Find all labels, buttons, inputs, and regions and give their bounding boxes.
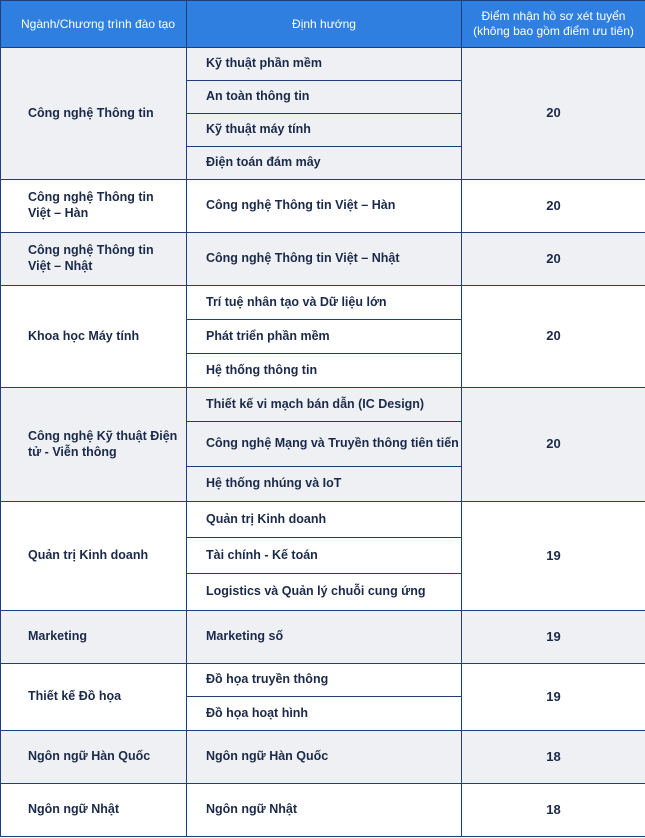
- table-row: [1, 48, 645, 81]
- major-cell: Công nghệ Thông tin: [1, 48, 187, 180]
- table-row: [1, 502, 645, 538]
- major-cell: Ngôn ngữ Hàn Quốc: [1, 731, 187, 784]
- score-cell: 20: [462, 180, 645, 233]
- orientation-cell: Công nghệ Mạng và Truyền thông tiên tiến: [187, 422, 462, 467]
- table-row: [1, 388, 645, 422]
- header-orientation: Định hướng: [187, 1, 462, 48]
- orientation-cell: Tài chính - Kế toán: [187, 538, 462, 574]
- major-cell: Thiết kế Đồ họa: [1, 664, 187, 731]
- table-row: [1, 611, 645, 664]
- table-row: [1, 233, 645, 286]
- major-cell: Công nghệ Thông tin Việt – Nhật: [1, 233, 187, 286]
- orientation-cell: Kỹ thuật phần mềm: [187, 48, 462, 81]
- score-cell: 20: [462, 388, 645, 502]
- orientation-cell: Ngôn ngữ Hàn Quốc: [187, 731, 462, 784]
- orientation-cell: Công nghệ Thông tin Việt – Nhật: [187, 233, 462, 286]
- score-cell: 19: [462, 664, 645, 731]
- orientation-cell: Trí tuệ nhân tạo và Dữ liệu lớn: [187, 286, 462, 320]
- major-cell: Công nghệ Kỹ thuật Điện tử - Viễn thông: [1, 388, 187, 502]
- table-row: [1, 731, 645, 784]
- header-major: Ngành/Chương trình đào tạo: [1, 1, 187, 48]
- major-cell: Marketing: [1, 611, 187, 664]
- orientation-cell: Quản trị Kinh doanh: [187, 502, 462, 538]
- table-row: [1, 784, 645, 837]
- table-row: [1, 664, 645, 697]
- score-cell: 19: [462, 611, 645, 664]
- score-cell: 18: [462, 784, 645, 837]
- orientation-cell: Điện toán đám mây: [187, 147, 462, 180]
- header-score-line2: (không bao gồm điểm ưu tiên): [473, 24, 634, 38]
- major-cell: Công nghệ Thông tin Việt – Hàn: [1, 180, 187, 233]
- orientation-cell: Hệ thống nhúng và IoT: [187, 467, 462, 502]
- orientation-cell: Phát triển phần mềm: [187, 320, 462, 354]
- header-score-line1: Điểm nhận hồ sơ xét tuyển: [481, 9, 626, 23]
- orientation-cell: Ngôn ngữ Nhật: [187, 784, 462, 837]
- score-cell: 20: [462, 286, 645, 388]
- score-cell: 20: [462, 233, 645, 286]
- table-body: [1, 48, 645, 837]
- orientation-cell: Đồ họa hoạt hình: [187, 697, 462, 731]
- score-cell: 19: [462, 502, 645, 611]
- major-cell: Ngôn ngữ Nhật: [1, 784, 187, 837]
- orientation-cell: Logistics và Quản lý chuỗi cung ứng: [187, 574, 462, 611]
- score-cell: 20: [462, 48, 645, 180]
- header-score: [462, 1, 645, 48]
- orientation-cell: An toàn thông tin: [187, 81, 462, 114]
- table-row: [1, 286, 645, 320]
- major-cell: Quản trị Kinh doanh: [1, 502, 187, 611]
- orientation-cell: Công nghệ Thông tin Việt – Hàn: [187, 180, 462, 233]
- orientation-cell: Thiết kế vi mạch bán dẫn (IC Design): [187, 388, 462, 422]
- score-cell: 18: [462, 731, 645, 784]
- table-row: [1, 180, 645, 233]
- orientation-cell: Đồ họa truyền thông: [187, 664, 462, 697]
- orientation-cell: Hệ thống thông tin: [187, 354, 462, 388]
- orientation-cell: Kỹ thuật máy tính: [187, 114, 462, 147]
- major-cell: Khoa học Máy tính: [1, 286, 187, 388]
- header-row: [1, 1, 645, 48]
- orientation-cell: Marketing số: [187, 611, 462, 664]
